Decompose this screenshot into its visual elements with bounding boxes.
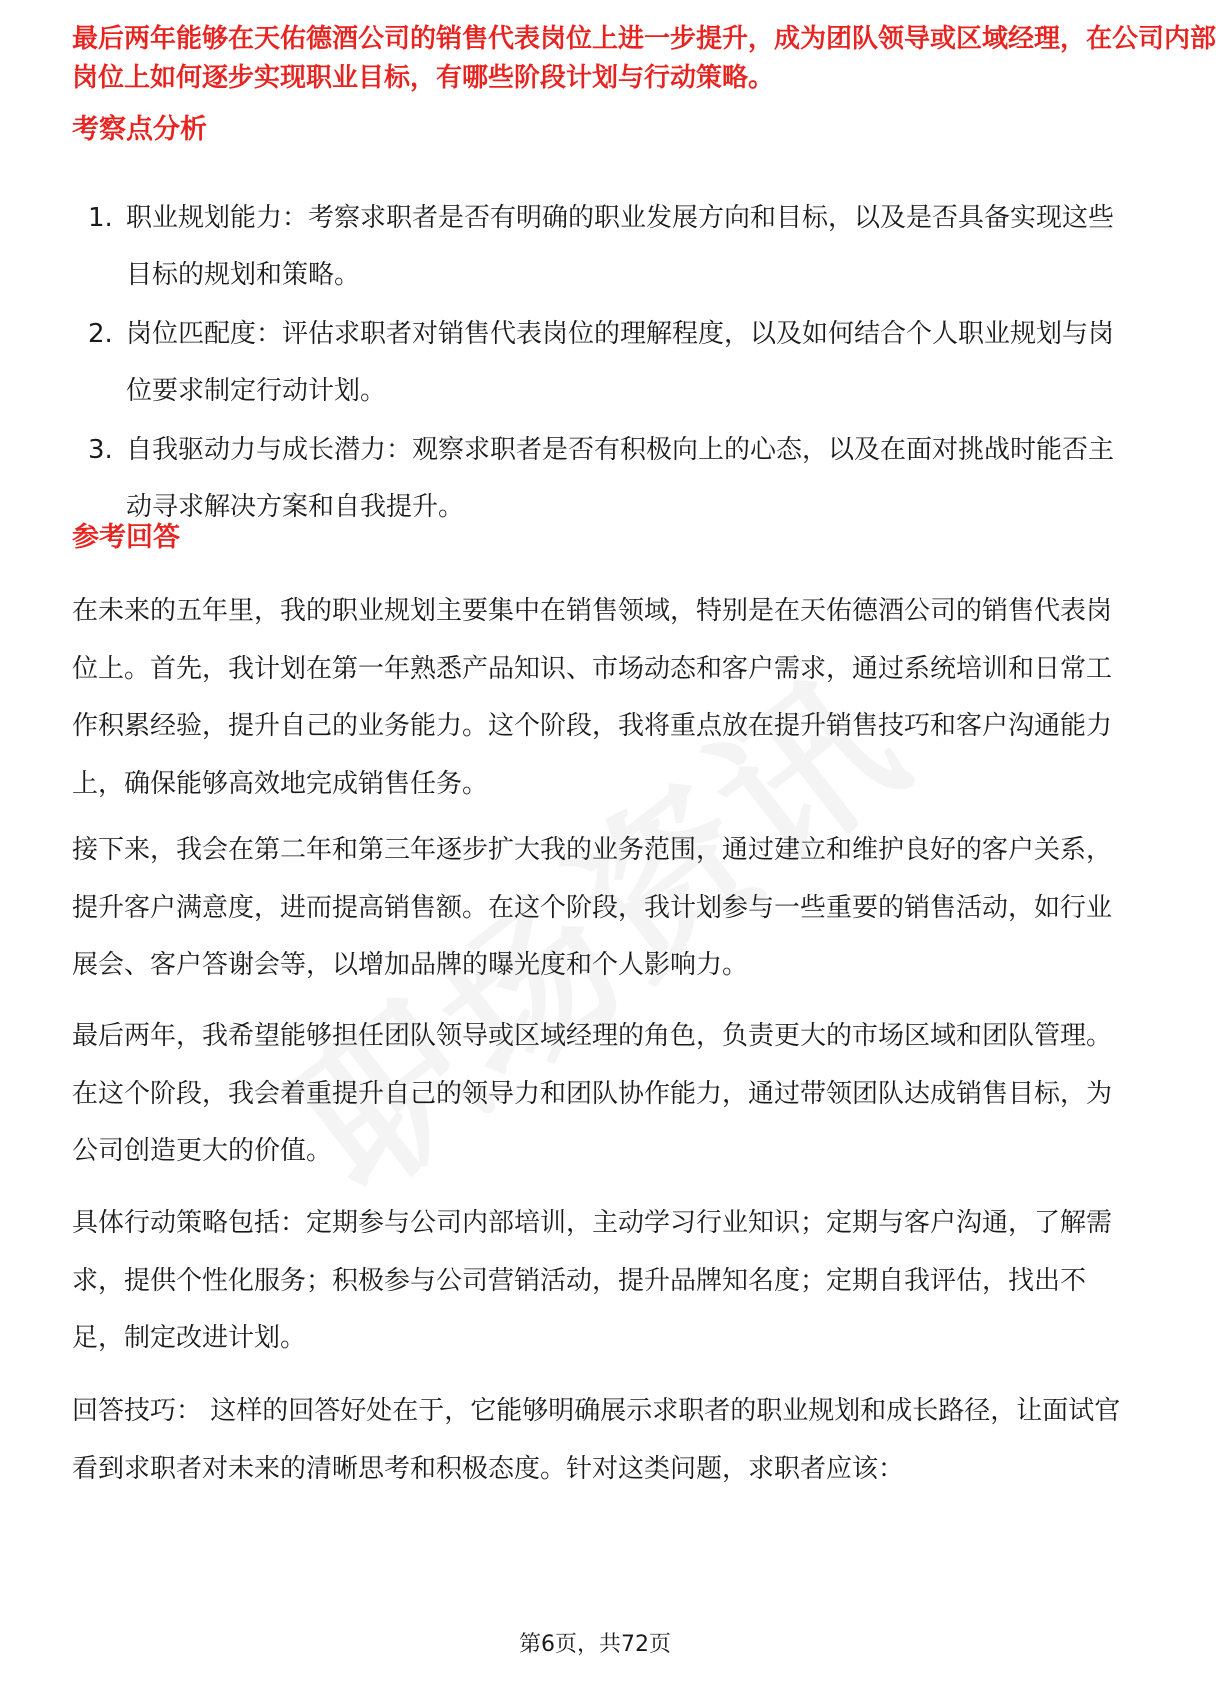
question-cut-line (72, 24, 1216, 56)
list-item-text: 岗位匹配度：评估求职者对销售代表岗位的理解程度，以及如何结合个人职业规划与岗位要求制定行动计划。 (126, 319, 1115, 406)
answer-paragraph: 最后两年，我希望能够担任团队领导或区域经理的角色，负责更大的市场区域和团队管理。在这个阶段，我会着重提升自己的领导力和团队协作能力，通过带领团队达成销售目标，为公司创造更大的价值。 (72, 1021, 1113, 1166)
analysis-list (72, 190, 1122, 538)
answer-paragraph: 接下来，我会在第二年和第三年逐步扩大我的业务范围，通过建立和维护良好的客户关系，提升客户满意度，进而提高销售额。在这个阶段，我计划参与一些重要的销售活动，如行业展会、客户答谢会等，以增加品牌的曝光度和个人影响力。 (72, 835, 1113, 980)
list-item-number: 3. (88, 435, 113, 465)
analysis-title: 考察点分析 (72, 114, 207, 145)
list-item-text: 自我驱动力与成长潜力：观察求职者是否有积极向上的心态，以及在面对挑战时能否主动寻求解决方案和自我提升。 (126, 435, 1115, 522)
question-text: 岗位上如何逐步实现职业目标，有哪些阶段计划与行动策略。 (72, 63, 775, 93)
list-item-number: 1. (88, 203, 113, 233)
question-cut-line-text: 最后两年能够在天佑德酒公司的销售代表岗位上进一步提升，成为团队领导或区域经理，在公司内部 (72, 24, 1216, 54)
page-number: 第6页，共72页 (519, 1632, 671, 1657)
list-item (72, 190, 1122, 304)
answer-paragraph: 在未来的五年里，我的职业规划主要集中在销售领域，特别是在天佑德酒公司的销售代表岗位上。首先，我计划在第一年熟悉产品知识、市场动态和客户需求，通过系统培训和日常工作积累经验，提升自己的业务能力。这个阶段，我将重点放在提升销售技巧和客户沟通能力上，确保能够高效地完成销售任务。 (72, 596, 1113, 799)
answer-paragraph: 具体行动策略包括：定期参与公司内部培训，主动学习行业知识；定期与客户沟通，了解需求，提供个性化服务；积极参与公司营销活动，提升品牌知名度；定期自我评估，找出不足，制定改进计划。 (72, 1208, 1113, 1353)
answer-tips: 回答技巧： 这样的回答好处在于，它能够明确展示求职者的职业规划和成长路径，让面试官看到求职者对未来的清晰思考和积极态度。针对这类问题，求职者应该： (72, 1396, 1121, 1484)
answer-title: 参考回答 (72, 522, 180, 553)
list-item (72, 306, 1122, 420)
list-item-number: 2. (88, 319, 113, 349)
list-item-text: 职业规划能力：考察求职者是否有明确的职业发展方向和目标，以及是否具备实现这些目标的规划和策略。 (126, 203, 1115, 290)
list-item (72, 422, 1122, 536)
